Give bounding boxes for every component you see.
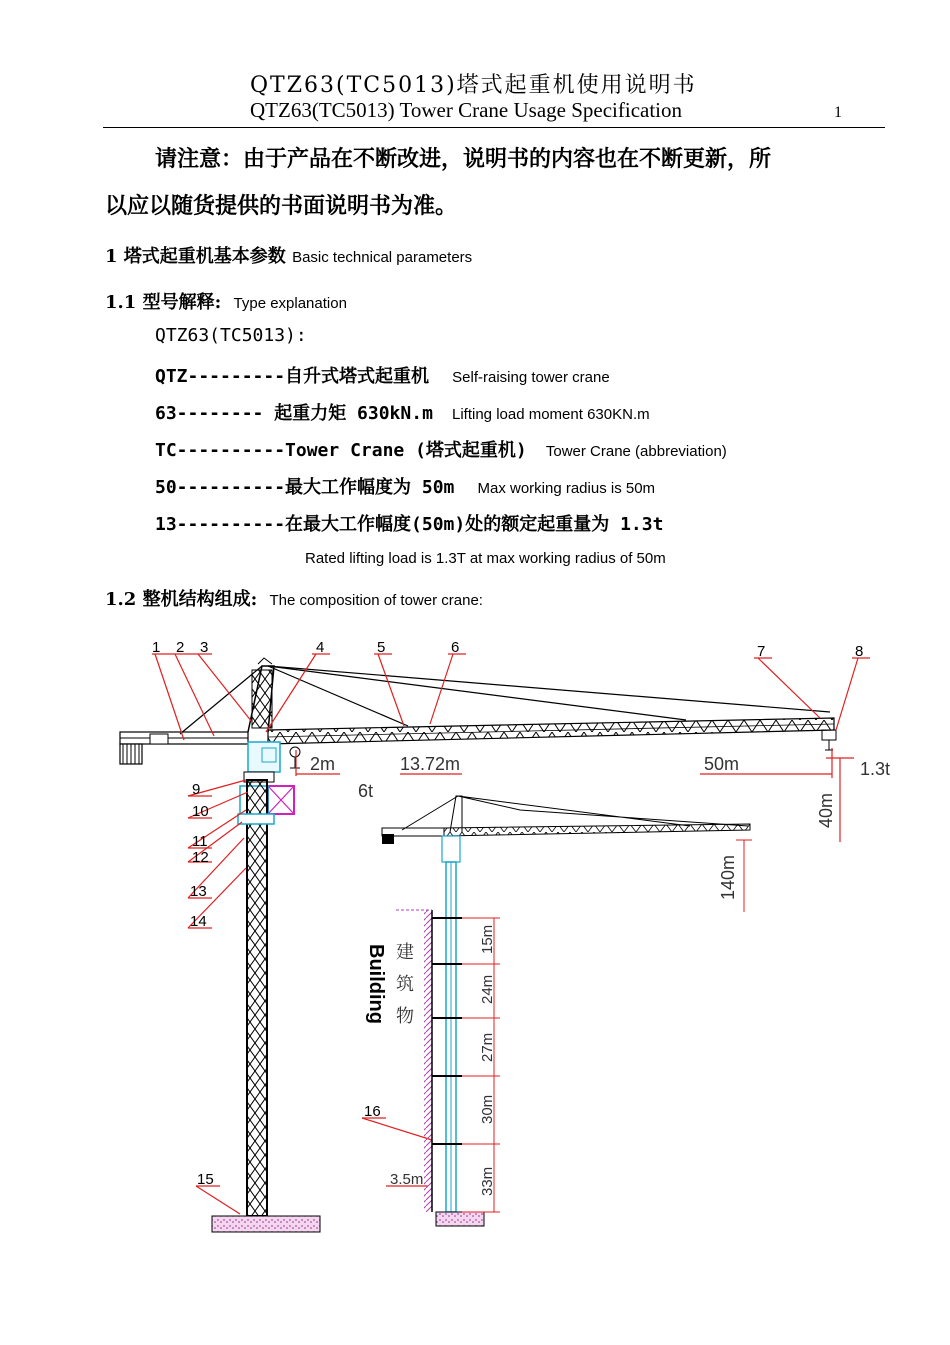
dim-30m: 30m bbox=[479, 1094, 496, 1124]
callout-5: 5 bbox=[377, 639, 386, 656]
callout-12: 12 bbox=[192, 849, 209, 866]
callout-6: 6 bbox=[451, 639, 460, 656]
callout-8: 8 bbox=[855, 643, 864, 660]
building-label-cn-2: 筑 bbox=[396, 974, 414, 995]
type-row-en: Max working radius is 50m bbox=[477, 480, 656, 497]
type-row-code: 63-------- 起重力矩 630kN.m bbox=[155, 403, 433, 424]
slewing-cab bbox=[244, 742, 300, 782]
section-1-title-en: Basic technical parameters bbox=[292, 249, 473, 266]
dim-24m: 24m bbox=[479, 974, 496, 1004]
type-row-en: Lifting load moment 630KN.m bbox=[452, 406, 650, 423]
callout-3: 3 bbox=[200, 639, 209, 656]
dim-27m: 27m bbox=[479, 1032, 496, 1062]
dim-50m: 50m bbox=[704, 754, 740, 774]
dim-15m: 15m bbox=[479, 924, 496, 954]
callout-11: 11 bbox=[192, 833, 208, 850]
inner-crane bbox=[382, 796, 750, 1226]
type-row-code: TC----------Tower Crane (塔式起重机) bbox=[155, 440, 527, 461]
callout-16: 16 bbox=[364, 1103, 381, 1120]
section-1-2-title-cn: 1.2 整机结构组成: bbox=[105, 589, 258, 610]
callout-9: 9 bbox=[192, 781, 201, 798]
dim-3-5m: 3.5m bbox=[390, 1171, 424, 1188]
ground-base bbox=[212, 1216, 320, 1232]
section-1-1-title-en: Type explanation bbox=[233, 295, 347, 312]
header-title-cn: QTZ63(TC5013)塔式起重机使用说明书 bbox=[250, 73, 697, 98]
dim-40m: 40m bbox=[816, 792, 836, 828]
notice-line-1: 请注意：由于产品在不断改进，说明书的内容也在不断更新，所 bbox=[155, 147, 772, 172]
type-row-en: Tower Crane (abbreviation) bbox=[545, 443, 727, 460]
load-6t: 6t bbox=[358, 781, 374, 801]
dim-33m: 33m bbox=[479, 1166, 496, 1196]
type-row-code: QTZ---------自升式塔式起重机 bbox=[155, 366, 430, 387]
building-label-cn-1: 建 bbox=[396, 942, 414, 963]
counter-jib bbox=[120, 732, 248, 764]
callout-14: 14 bbox=[190, 913, 207, 930]
tower-head bbox=[248, 658, 274, 732]
callout-10: 10 bbox=[192, 803, 209, 820]
callout-4: 4 bbox=[316, 639, 325, 656]
callout-1: 1 bbox=[152, 639, 161, 656]
building-labels bbox=[365, 942, 414, 1027]
trolley-hook bbox=[822, 730, 836, 750]
type-row-5-en: Rated lifting load is 1.3T at max working radius of 50m bbox=[305, 550, 666, 567]
type-row-en: Self-raising tower crane bbox=[452, 369, 610, 386]
type-row-code: 50----------最大工作幅度为 50m bbox=[155, 477, 455, 498]
type-row-code: 13----------在最大工作幅度(50m)处的额定起重量为 1.3t bbox=[155, 514, 664, 535]
callout-15: 15 bbox=[197, 1171, 214, 1188]
building-label-en: Building bbox=[365, 944, 387, 1024]
building bbox=[396, 840, 752, 1212]
notice-line-2: 以应以随货提供的书面说明书为准。 bbox=[105, 194, 458, 219]
section-1-2-title-en: The composition of tower crane: bbox=[269, 592, 483, 609]
mast bbox=[238, 780, 274, 1216]
main-jib bbox=[268, 718, 834, 744]
load-1-3t: 1.3t bbox=[860, 759, 891, 779]
dim-140m: 140m bbox=[718, 854, 738, 900]
page-number: 1 bbox=[834, 104, 842, 121]
section-1-1-title-cn: 1.1 型号解释: bbox=[105, 292, 222, 313]
callout-7: 7 bbox=[757, 643, 766, 660]
callout-2: 2 bbox=[176, 639, 185, 656]
model-code: QTZ63(TC5013): bbox=[155, 325, 307, 346]
section-1-title-cn: 1 塔式起重机基本参数 bbox=[105, 246, 286, 267]
header-title-en: QTZ63(TC5013) Tower Crane Usage Specification bbox=[250, 98, 683, 122]
callout-13: 13 bbox=[190, 883, 207, 900]
building-label-cn-3: 物 bbox=[396, 1006, 414, 1027]
dim-2m: 2m bbox=[310, 754, 336, 774]
dim-13-72m: 13.72m bbox=[400, 754, 461, 774]
